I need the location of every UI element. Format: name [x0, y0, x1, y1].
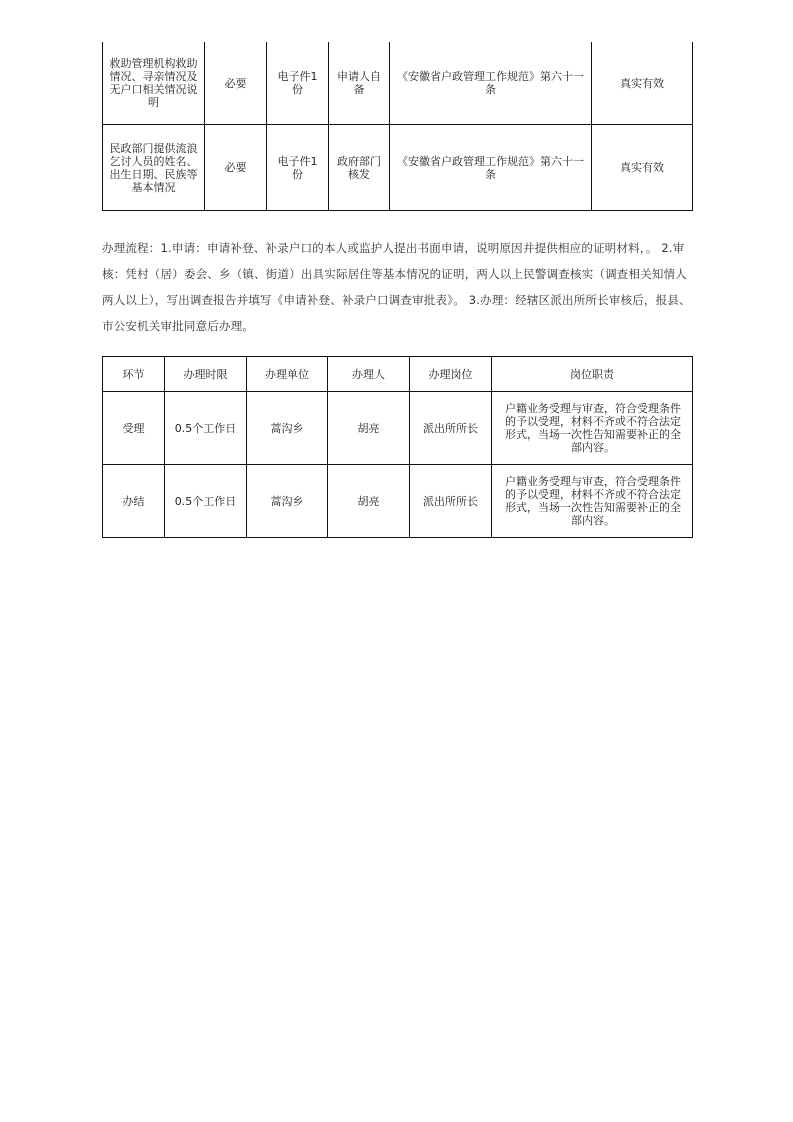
material-format-cell: 电子件1份: [267, 125, 329, 211]
post-cell: 派出所所长: [410, 465, 492, 538]
time-limit-cell: 0.5个工作日: [165, 465, 247, 538]
material-name-cell: 救助管理机构救助情况、寻亲情况及无户口相关情况说明: [103, 42, 205, 125]
handler-cell: 胡亮: [328, 465, 410, 538]
header-post: 办理岗位: [410, 357, 492, 392]
unit-cell: 蒿沟乡: [247, 465, 328, 538]
stage-cell: 受理: [103, 392, 165, 465]
table-row: [103, 465, 693, 538]
staff-table: [102, 356, 693, 538]
unit-cell: 蒿沟乡: [247, 392, 328, 465]
header-stage: 环节: [103, 357, 165, 392]
header-duty: 岗位职责: [492, 357, 693, 392]
header-unit: 办理单位: [247, 357, 328, 392]
header-time-limit: 办理时限: [165, 357, 247, 392]
duty-cell: [492, 392, 693, 465]
material-necessity-cell: 必要: [205, 125, 267, 211]
materials-table: [102, 42, 693, 211]
process-description: 办理流程：1.申请：申请补登、补录户口的本人或监护人提出书面申请，说明原因并提供相应的证明材料，。 2.审核：凭村（居）委会、乡（镇、街道）出具实际居住等基本情况的证明，两人以上民警调查核实（调查相关知情人两人以上），写出调查报告并填写《申请补登、补录户口调查审批表》。 3.办理：经辖区派出所所长审核后，报县、市公安机关审批同意后办理。: [102, 241, 691, 333]
material-necessity-cell: 必要: [205, 42, 267, 125]
material-source-cell: 申请人自备: [329, 42, 390, 125]
duty-text: 户籍业务受理与审查，符合受理条件的予以受理，材料不齐或不符合法定形式，当场一次性告知需要补正的全部内容。: [505, 475, 681, 527]
material-source-cell: 政府部门核发: [329, 125, 390, 211]
header-handler: 办理人: [328, 357, 410, 392]
material-name-cell: 民政部门提供流浪乞讨人员的姓名、出生日期、民族等基本情况: [103, 125, 205, 211]
post-cell: 派出所所长: [410, 392, 492, 465]
table-row: [103, 42, 693, 125]
handler-cell: 胡亮: [328, 392, 410, 465]
duty-cell: [492, 465, 693, 538]
duty-text: 户籍业务受理与审查，符合受理条件的予以受理，材料不齐或不符合法定形式，当场一次性告知需要补正的全部内容。: [505, 402, 681, 454]
stage-cell: 办结: [103, 465, 165, 538]
material-requirement-cell: 真实有效: [592, 42, 693, 125]
material-basis-cell: 《安徽省户政管理工作规范》第六十一条: [390, 42, 592, 125]
material-format-cell: 电子件1份: [267, 42, 329, 125]
time-limit-cell: 0.5个工作日: [165, 392, 247, 465]
material-requirement-cell: 真实有效: [592, 125, 693, 211]
material-basis-cell: 《安徽省户政管理工作规范》第六十一条: [390, 125, 592, 211]
table-row: [103, 125, 693, 211]
table-header-row: [103, 357, 693, 392]
table-row: [103, 392, 693, 465]
